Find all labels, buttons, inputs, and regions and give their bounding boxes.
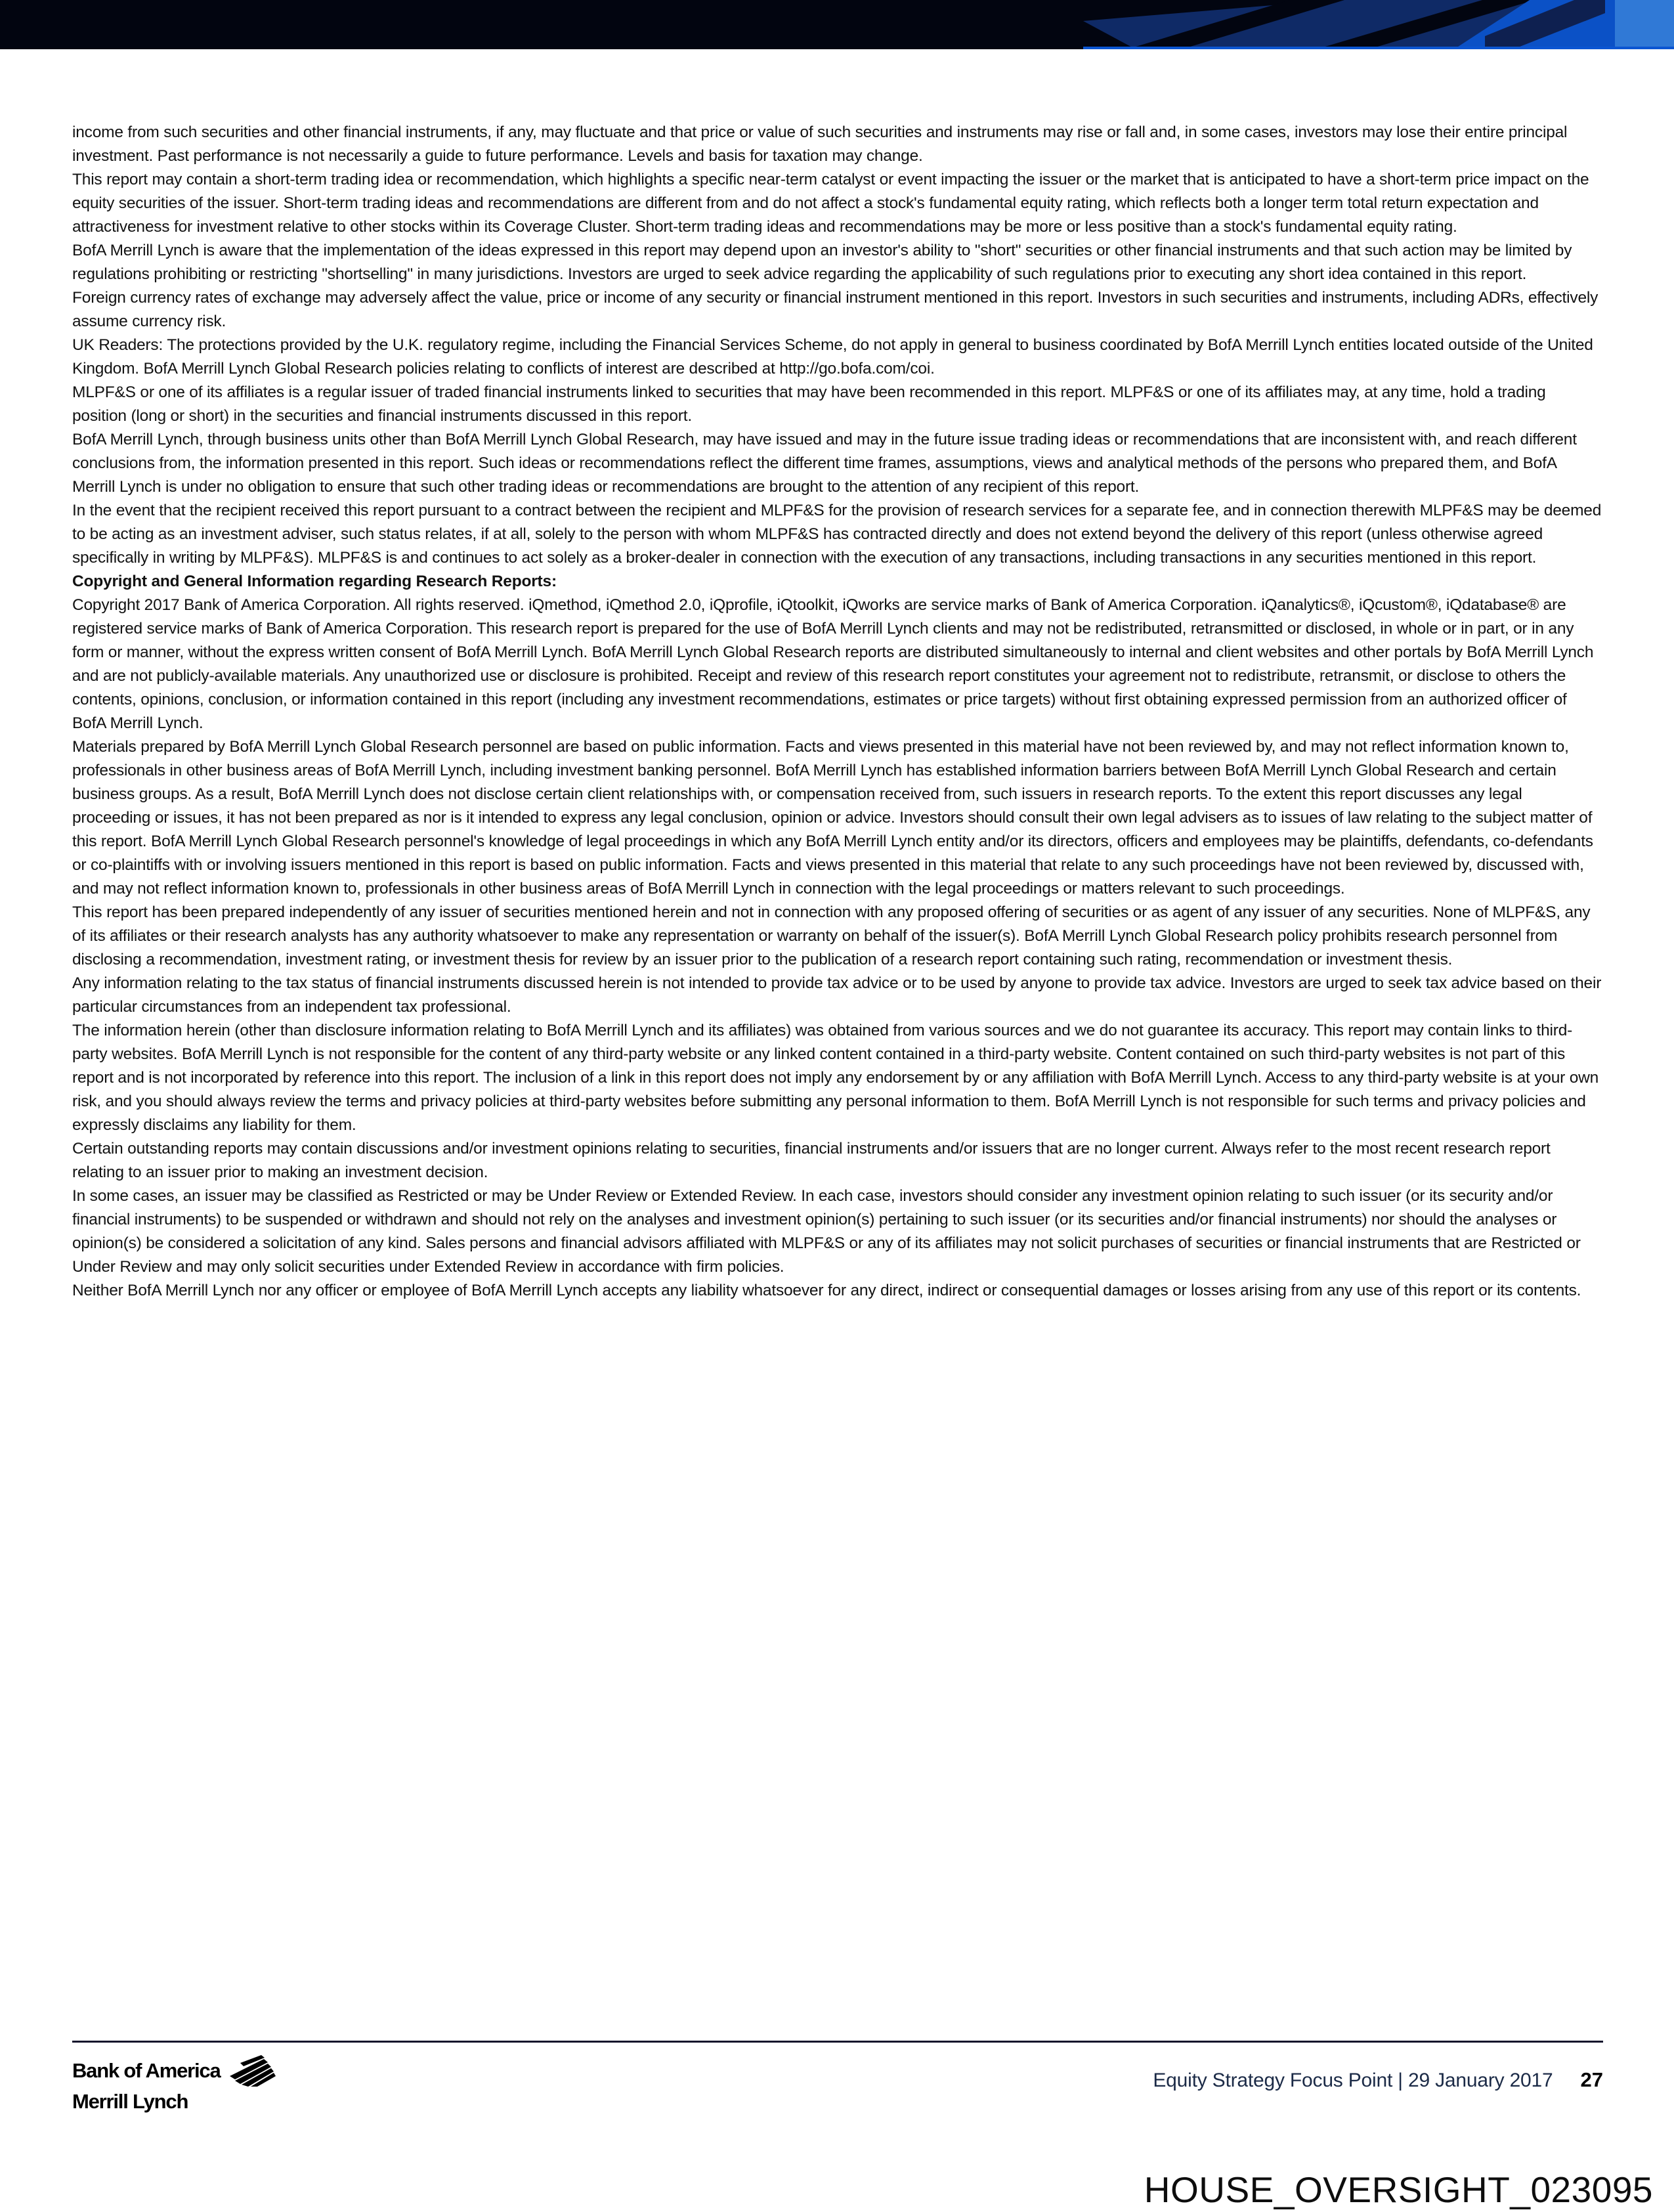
section-heading: Copyright and General Information regarding Research Reports:: [72, 573, 557, 590]
disclaimer-paragraph: Certain outstanding reports may contain discussions and/or investment opinions relating to securities, financial instruments and/or issuers that are no longer current. Always refer to the most recent research report relating to an issuer prior to making an investment decision.: [72, 1140, 1551, 1181]
disclaimer-paragraph: Copyright 2017 Bank of America Corporation. All rights reserved. iQmethod, iQmethod 2.0, iQprofile, iQtoolkit, iQworks are service marks of Bank of America Corporation. iQanalytics®, iQcustom®, iQdatabase® are registered service marks of Bank of America Corporation. This research report is prepared for the use of BofA Merrill Lynch clients and may not be redistributed, retransmitted or disclosed, in whole or in part, or in any form or manner, without the express written consent of BofA Merrill Lynch. BofA Merrill Lynch Global Research reports are distributed simultaneously to internal and client websites and other portals by BofA Merrill Lynch and are not publicly-available materials. Any unauthorized use or disclosure is prohibited. Receipt and review of this research report constitutes your agreement not to redistribute, retransmit, or disclose to others the contents, opinions, conclusion, or information contained in this report (including any investment recommendations, estimates or price targets) without first obtaining expressed permission from an authorized officer of BofA Merrill Lynch.: [72, 596, 1594, 732]
banner-art: [0, 0, 1674, 49]
page-number: 27: [1580, 2068, 1603, 2091]
footer-separator2: [1403, 2070, 1408, 2092]
disclaimer-paragraph: The information herein (other than disclosure information relating to BofA Merrill Lynch and its affiliates) was obtained from various sources and we do not guarantee its accuracy. This report may contain links to third-party websites. BofA Merrill Lynch is not responsible for the content of any third-party website or any linked content contained in a third-party website. Content contained on such third-party websites is not part of this report and is not incorporated by reference into this report. The inclusion of a link in this report does not imply any endorsement by or any affiliation with BofA Merrill Lynch. Access to any third-party website is at your own risk, and you should always review the terms and privacy policies at third-party websites before submitting any personal information to them. BofA Merrill Lynch is not responsible for such terms and privacy policies and expressly disclaims any liability for them.: [72, 1022, 1599, 1134]
disclaimer-paragraph: UK Readers: The protections provided by the U.K. regulatory regime, including the Financial Services Scheme, do not apply in general to business coordinated by BofA Merrill Lynch entities located outside of the United Kingdom. BofA Merrill Lynch Global Research policies relating to conflicts of interest are described at http://go.bofa.com/coi.: [72, 336, 1593, 378]
disclaimer-paragraph: Foreign currency rates of exchange may adversely affect the value, price or income of any security or financial instrument mentioned in this report. Investors in such securities and instruments, including ADRs, effectively assume currency risk.: [72, 289, 1599, 330]
disclaimer-paragraph: MLPF&S or one of its affiliates is a regular issuer of traded financial instruments linked to securities that may have been recommended in this report. MLPF&S or one of its affiliates may, at any time, hold a trading position (long or short) in the securities and financial instruments discussed in this report.: [72, 383, 1546, 425]
report-title: Equity Strategy Focus Point: [1153, 2070, 1393, 2091]
flagscape-icon: [227, 2054, 278, 2090]
disclaimer-paragraph: This report has been prepared independently of any issuer of securities mentioned herein and not in connection with any proposed offering of securities or as agent of any issuer of any securities. None of MLPF&S, any of its affiliates or their research analysts has any authority whatsoever to make any representation or warranty on behalf of the issuer(s). BofA Merrill Lynch Global Research policy prohibits research personnel from disclosing a recommendation, investment rating, or investment thesis for review by an issuer prior to the publication of a research report containing such rating, recommendation or investment thesis.: [72, 903, 1591, 968]
header-banner: [0, 0, 1674, 49]
bates-stamp-watermark: HOUSE_OVERSIGHT_023095: [1144, 2169, 1653, 2210]
disclaimer-paragraph: BofA Merrill Lynch, through business units other than BofA Merrill Lynch Global Research, may have issued and may in the future issue trading ideas or recommendations that are inconsistent with, and reach different conclusions from, the information presented in this report. Such ideas or recommendations reflect the different time frames, assumptions, views and analytical methods of the persons who prepared them, and BofA Merrill Lynch is under no obligation to ensure that such other trading ideas or recommendations are brought to the attention of any recipient of this report.: [72, 431, 1577, 496]
disclaimer-text: [72, 121, 1603, 1303]
footer-separator: [1392, 2070, 1398, 2092]
disclaimer-paragraph: This report may contain a short-term trading idea or recommendation, which highlights a specific near-term catalyst or event impacting the issuer or the market that is anticipated to have a short-term price impact on the equity securities of the issuer. Short-term trading ideas and recommendations are different from and do not affect a stock's fundamental equity rating, which reflects both a longer term total return expectation and attractiveness for investment relative to other stocks within its Coverage Cluster. Short-term trading ideas and recommendations may be more or less positive than a stock's fundamental equity rating.: [72, 171, 1589, 236]
disclaimer-paragraph: Any information relating to the tax status of financial instruments discussed herein is not intended to provide tax advice or to be used by anyone to provide tax advice. Investors are urged to seek tax advice based on their particular circumstances from an independent tax professional.: [72, 974, 1602, 1016]
disclaimer-paragraph: In the event that the recipient received this report pursuant to a contract between the recipient and MLPF&S for the provision of research services for a separate fee, and in connection therewith MLPF&S may be deemed to be acting as an investment adviser, such status relates, if at all, solely to the person with whom MLPF&S has contracted directly and does not extend beyond the delivery of this report (unless otherwise agreed specifically in writing by MLPF&S). MLPF&S is and continues to act solely as a broker-dealer in connection with the execution of any transactions, including transactions in any securities mentioned in this report.: [72, 502, 1602, 567]
disclaimer-paragraph: Materials prepared by BofA Merrill Lynch Global Research personnel are based on public information. Facts and views presented in this material have not been reviewed by, and may not reflect information known to, professionals in other business areas of BofA Merrill Lynch, including investment banking personnel. BofA Merrill Lynch has established information barriers between BofA Merrill Lynch Global Research and certain business groups. As a result, BofA Merrill Lynch does not disclose certain client relationships with, or compensation received from, such issuers in research reports. To the extent this report discusses any legal proceeding or issues, it has not been prepared as nor is it intended to express any legal conclusion, opinion or advice. Investors should consult their own legal advisers as to issues of law relating to the subject matter of this report. BofA Merrill Lynch Global Research personnel's knowledge of legal proceedings in which any BofA Merrill Lynch entity and/or its directors, officers and employees may be plaintiffs, defendants, co-defendants or co-plaintiffs with or involving issuers mentioned in this report is based on public information. Facts and views presented in this material that relate to any such proceedings have not been reviewed by, discussed with, and may not reflect information known to, professionals in other business areas of BofA Merrill Lynch in connection with the legal proceedings or matters relevant to such proceedings.: [72, 738, 1593, 898]
footer-meta: [1153, 2068, 1603, 2092]
disclaimer-paragraph: BofA Merrill Lynch is aware that the implementation of the ideas expressed in this report may depend upon an investor's ability to "short" securities or other financial instruments and that such action may be limited by regulations prohibiting or restricting "shortselling" in many jurisdictions. Investors are urged to seek advice regarding the applicability of such regulations prior to executing any short idea contained in this report.: [72, 242, 1572, 283]
footer-divider-glyph: |: [1398, 2070, 1403, 2091]
report-date: 29 January 2017: [1408, 2070, 1553, 2091]
brand-name-line2: Merrill Lynch: [72, 2090, 188, 2113]
disclaimer-paragraph: income from such securities and other financial instruments, if any, may fluctuate and that price or value of such securities and instruments may rise or fall and, in some cases, investors may lose their entire principal investment. Past performance is not necessarily a guide to future performance. Levels and basis for taxation may change.: [72, 123, 1568, 165]
disclaimer-paragraph: In some cases, an issuer may be classified as Restricted or may be Under Review or Extended Review. In each case, investors should consider any investment opinion relating to such issuer (or its security and/or financial instruments) to be suspended or withdrawn and should not rely on the analyses and investment opinion(s) pertaining to such issuer (or its securities and/or financial instruments) nor should the analyses or opinion(s) be considered a solicitation of any kind. Sales persons and financial advisors affiliated with MLPF&S or any of its affiliates may not solicit purchases of securities or financial instruments that are Restricted or Under Review and may only solicit securities under Extended Review in accordance with firm policies.: [72, 1187, 1581, 1276]
brand-name-line1: Bank of America: [72, 2059, 221, 2082]
disclaimer-paragraph: Neither BofA Merrill Lynch nor any officer or employee of BofA Merrill Lynch accepts any liability whatsoever for any direct, indirect or consequential damages or losses arising from any use of this report or its contents.: [72, 1282, 1581, 1299]
bank-of-america-merrill-lynch-logo: [72, 2059, 278, 2114]
footer-divider: [72, 2041, 1603, 2043]
